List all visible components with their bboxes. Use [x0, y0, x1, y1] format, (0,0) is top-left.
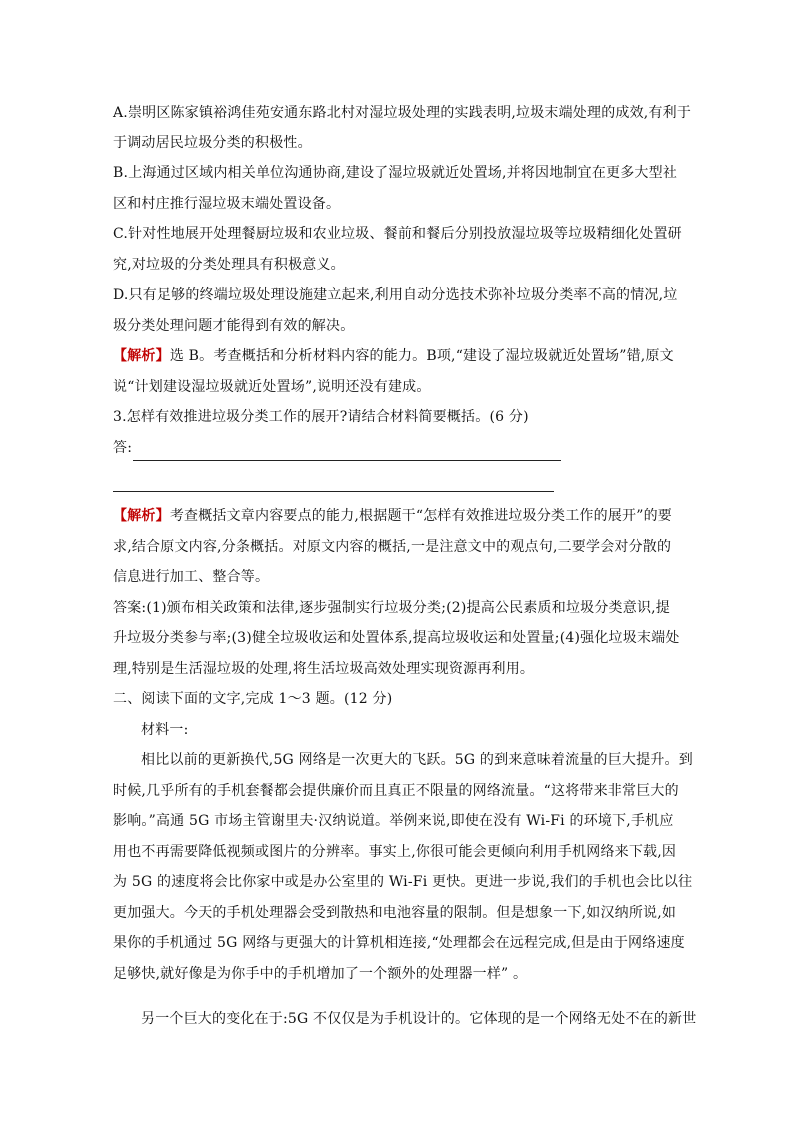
answer-line1: 答案:(1)颁布相关政策和法律,逐步强制实行垃圾分类;(2)提高公民素质和垃圾分类意识,提: [113, 600, 670, 616]
option-c-line2: 究,对垃圾的分类处理具有积极意义。: [113, 257, 345, 273]
passage-line: 时候,几乎所有的手机套餐都会提供廉价而且真正不限量的网络流量。“这将带来非常巨大的: [113, 783, 679, 799]
answer-blank-line-2[interactable]: [113, 491, 554, 492]
option-a-line1: A.崇明区陈家镇裕鸿佳苑安通东路北村对湿垃圾处理的实践表明,垃圾末端处理的成效,有利于: [113, 105, 692, 121]
passage-line: 足够快,就好像是为你手中的手机增加了一个额外的处理器一样” 。: [113, 966, 528, 982]
passage-line: 相比以前的更新换代,5G 网络是一次更大的飞跃。5G 的到来意味着流量的巨大提升。到: [141, 752, 693, 768]
answer-line2: 升垃圾分类参与率;(3)健全垃圾收运和处置体系,提高垃圾收运和处置量;(4)强化垃圾末端处: [113, 630, 680, 646]
answer-label: 答:: [113, 440, 133, 456]
analysis-text: 考查概括文章内容要点的能力,根据题干“怎样有效推进垃圾分类工作的展开”的要: [169, 508, 672, 524]
passage-line: 影响。”高通 5G 市场主管谢里夫·汉纳说道。举例来说,即使在没有 Wi-Fi 的环境下,手机应: [113, 813, 674, 829]
question-3: 3.怎样有效推进垃圾分类工作的展开?请结合材料简要概括。(6 分): [113, 409, 529, 425]
analysis-text: 选 B。考查概括和分析材料内容的能力。B项,“建设了湿垃圾就近处置场”错,原文: [169, 348, 674, 364]
option-d-line1: D.只有足够的终端垃圾处理设施建立起来,利用自动分选技术弥补垃圾分类率不高的情况,垃: [113, 287, 678, 303]
option-d-line2: 圾分类处理问题才能得到有效的解决。: [113, 318, 355, 334]
section-2-heading: 二、阅读下面的文字,完成 1～3 题。(12 分): [113, 691, 393, 707]
analysis-tag: 【解析】: [113, 348, 170, 364]
analysis-tag: 【解析】: [113, 508, 170, 524]
option-c-line1: C.针对性地展开处理餐厨垃圾和农业垃圾、餐前和餐后分别投放湿垃圾等垃圾精细化处置研: [113, 226, 682, 242]
passage-line: 更加强大。今天的手机处理器会受到散热和电池容量的限制。但是想象一下,如汉纳所说,如: [113, 905, 677, 921]
analysis-2-line1: [113, 506, 672, 526]
option-b-line2: 区和村庄推行湿垃圾末端处置设备。: [113, 196, 341, 212]
answer-line3: 理,特别是生活湿垃圾的处理,将生活垃圾高效处理实现资源再利用。: [113, 661, 535, 677]
analysis-2-line3: 信息进行加工、整合等。: [113, 569, 270, 585]
analysis-2-line2: 求,结合原文内容,分条概括。对原文内容的概括,一是注意文中的观点句,二要学会对分散的: [113, 539, 672, 555]
answer-blank-line-1[interactable]: [133, 460, 561, 461]
material-label: 材料一:: [141, 722, 189, 738]
option-a-line2: 于调动居民垃圾分类的积极性。: [113, 135, 312, 151]
passage-paragraph-2: 另一个巨大的变化在于:5G 不仅仅是为手机设计的。它体现的是一个网络无处不在的新世: [141, 1011, 697, 1027]
analysis-1-line1: [113, 346, 674, 366]
passage-line: 果你的手机通过 5G 网络与更强大的计算机相连接,“处理都会在远程完成,但是由于网络速度: [113, 935, 685, 951]
analysis-1-line2: 说“计划建设湿垃圾就近处置场”,说明还没有建成。: [113, 379, 431, 395]
passage-line: 为 5G 的速度将会比你家中或是办公室里的 Wi-Fi 更快。更进一步说,我们的手机也会比以往: [113, 874, 693, 890]
option-b-line1: B.上海通过区域内相关单位沟通协商,建设了湿垃圾就近处置场,并将因地制宜在更多大型社: [113, 165, 678, 181]
passage-line: 用也不再需要降低视频或图片的分辨率。事实上,你很可能会更倾向利用手机网络来下载,因: [113, 844, 677, 860]
